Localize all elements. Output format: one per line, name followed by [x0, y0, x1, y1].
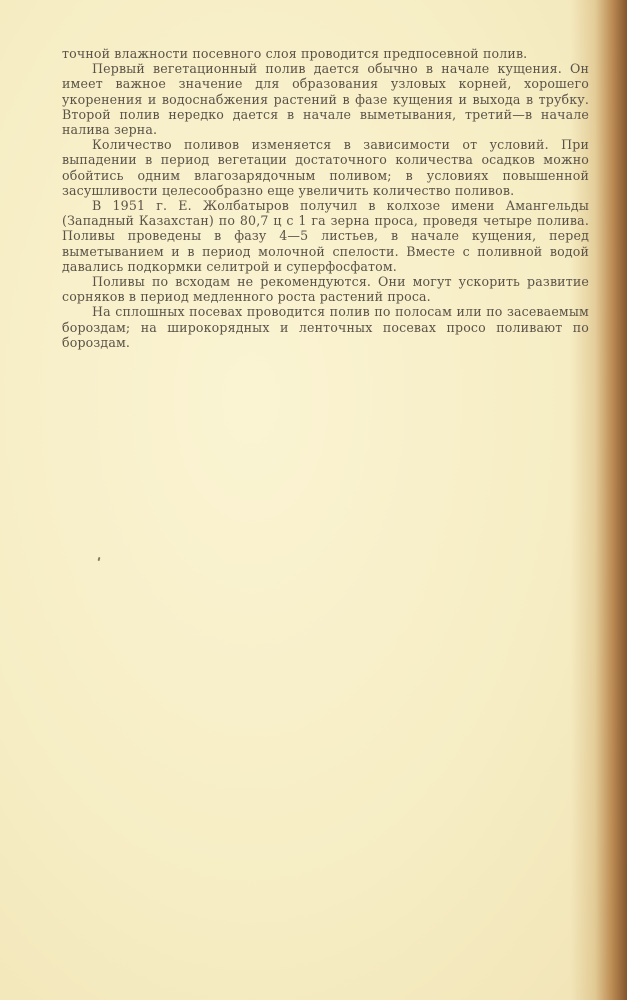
paragraph-irrigation-count: Количество поливов изменяется в зависимости от условий. При выпадении в период вегетации достаточного количества осадков можно обойтись одним влагозарядочным поливом; в условиях повышенной засушливости целесообразно еще увеличить количество поливов.: [62, 137, 589, 198]
paragraph-first-irrigation: Первый вегетационный полив дается обычно в начале кущения. Он имеет важное значение для образования узловых корней, хорошего укоренения и водоснабжения растений в фазе кущения и выхода в трубку. Второй полив нередко дается в начале выметывания, третий—в начале налива зерна.: [62, 61, 589, 138]
paragraph-seedling-irrigation: Поливы по всходам не рекомендуются. Они могут ускорить развитие сорняков в период медленного роста растений проса.: [62, 274, 589, 305]
body-text: [62, 46, 589, 350]
paragraph-irrigation-methods: На сплошных посевах проводится полив по полосам или по засеваемым бороздам; на широкорядных и ленточных посевах просо поливают по бороздам.: [62, 304, 589, 350]
paragraph-1951-example: В 1951 г. Е. Жолбатыров получил в колхозе имени Амангельды (Западный Казахстан) по 80,7 ц с 1 га зерна проса, проведя четыре полива. Поливы проведены в фазу 4—5 листьев, в начале кущения, перед выметыванием и в период молочной спелости. Вместе с поливной водой давались подкормки селитрой и суперфосфатом.: [62, 198, 589, 274]
paper-speck: [98, 557, 101, 561]
paragraph-continuation: точной влажности посевного слоя проводится предпосевной полив.: [62, 46, 528, 61]
